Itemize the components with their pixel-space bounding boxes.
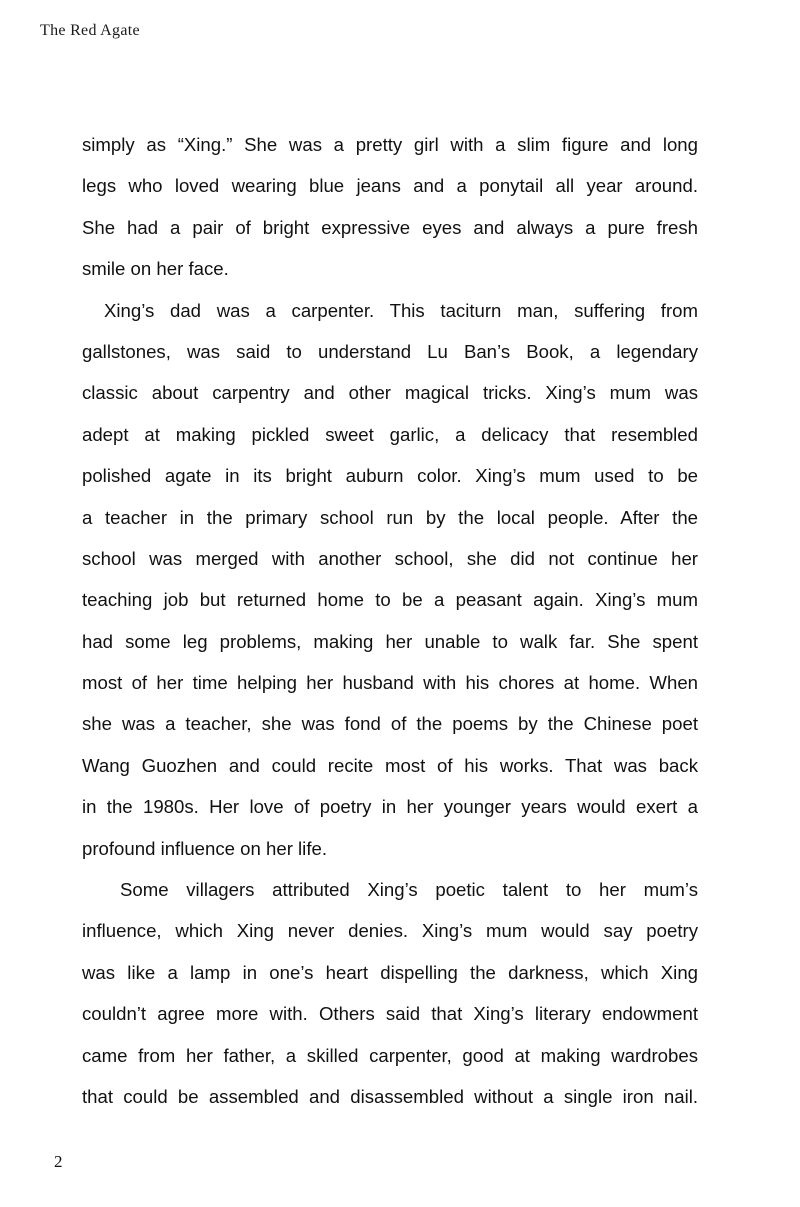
text-line: couldn’t agree more with. Others said that Xing’s literary endowment [82,1003,698,1025]
text-line: teaching job but returned home to be a peasant again. Xing’s mum [82,589,698,611]
text-line: polished agate in its bright auburn color. Xing’s mum used to be [82,465,698,487]
text-line: had some leg problems, making her unable to walk far. She spent [82,630,698,652]
text-line: was like a lamp in one’s heart dispelling the darkness, which Xing [82,961,698,983]
text-line: school was merged with another school, she did not continue her [82,547,698,569]
running-head-title: The Red Agate [40,22,140,39]
text-line: simply as “Xing.” She was a pretty girl with a slim figure and long [82,134,698,155]
text-line: in the 1980s. Her love of poetry in her younger years would exert a [82,796,698,818]
page-number: 2 [54,1152,63,1171]
paragraph-first-line: Xing’s dad was a carpenter. This taciturn man, suffering from [104,299,698,321]
text-line: she was a teacher, she was fond of the poems by the Chinese poet [82,713,698,735]
text-line: Wang Guozhen and could recite most of his works. That was back [82,754,698,776]
text-line: a teacher in the primary school run by the local people. After the [82,506,698,528]
text-line: came from her father, a skilled carpenter, good at making wardrobes [82,1044,698,1066]
text-line: adept at making pickled sweet garlic, a delicacy that resembled [82,423,698,445]
paragraph-first-line: Some villagers attributed Xing’s poetic talent to her mum’s [120,879,698,901]
text-line: most of her time helping her husband with his chores at home. When [82,672,698,694]
text-line: classic about carpentry and other magical tricks. Xing’s mum was [82,382,698,404]
text-line: smile on her face. [82,258,229,280]
text-line: influence, which Xing never denies. Xing’s mum would say poetry [82,920,698,942]
text-line: gallstones, was said to understand Lu Ban’s Book, a legendary [82,340,698,362]
text-line: legs who loved wearing blue jeans and a ponytail all year around. [82,175,698,197]
text-line: that could be assembled and disassembled without a single iron nail. [82,1085,698,1107]
text-line: profound influence on her life. [82,837,327,859]
body-text [82,124,698,1117]
text-line: She had a pair of bright expressive eyes and always a pure fresh [82,216,698,238]
